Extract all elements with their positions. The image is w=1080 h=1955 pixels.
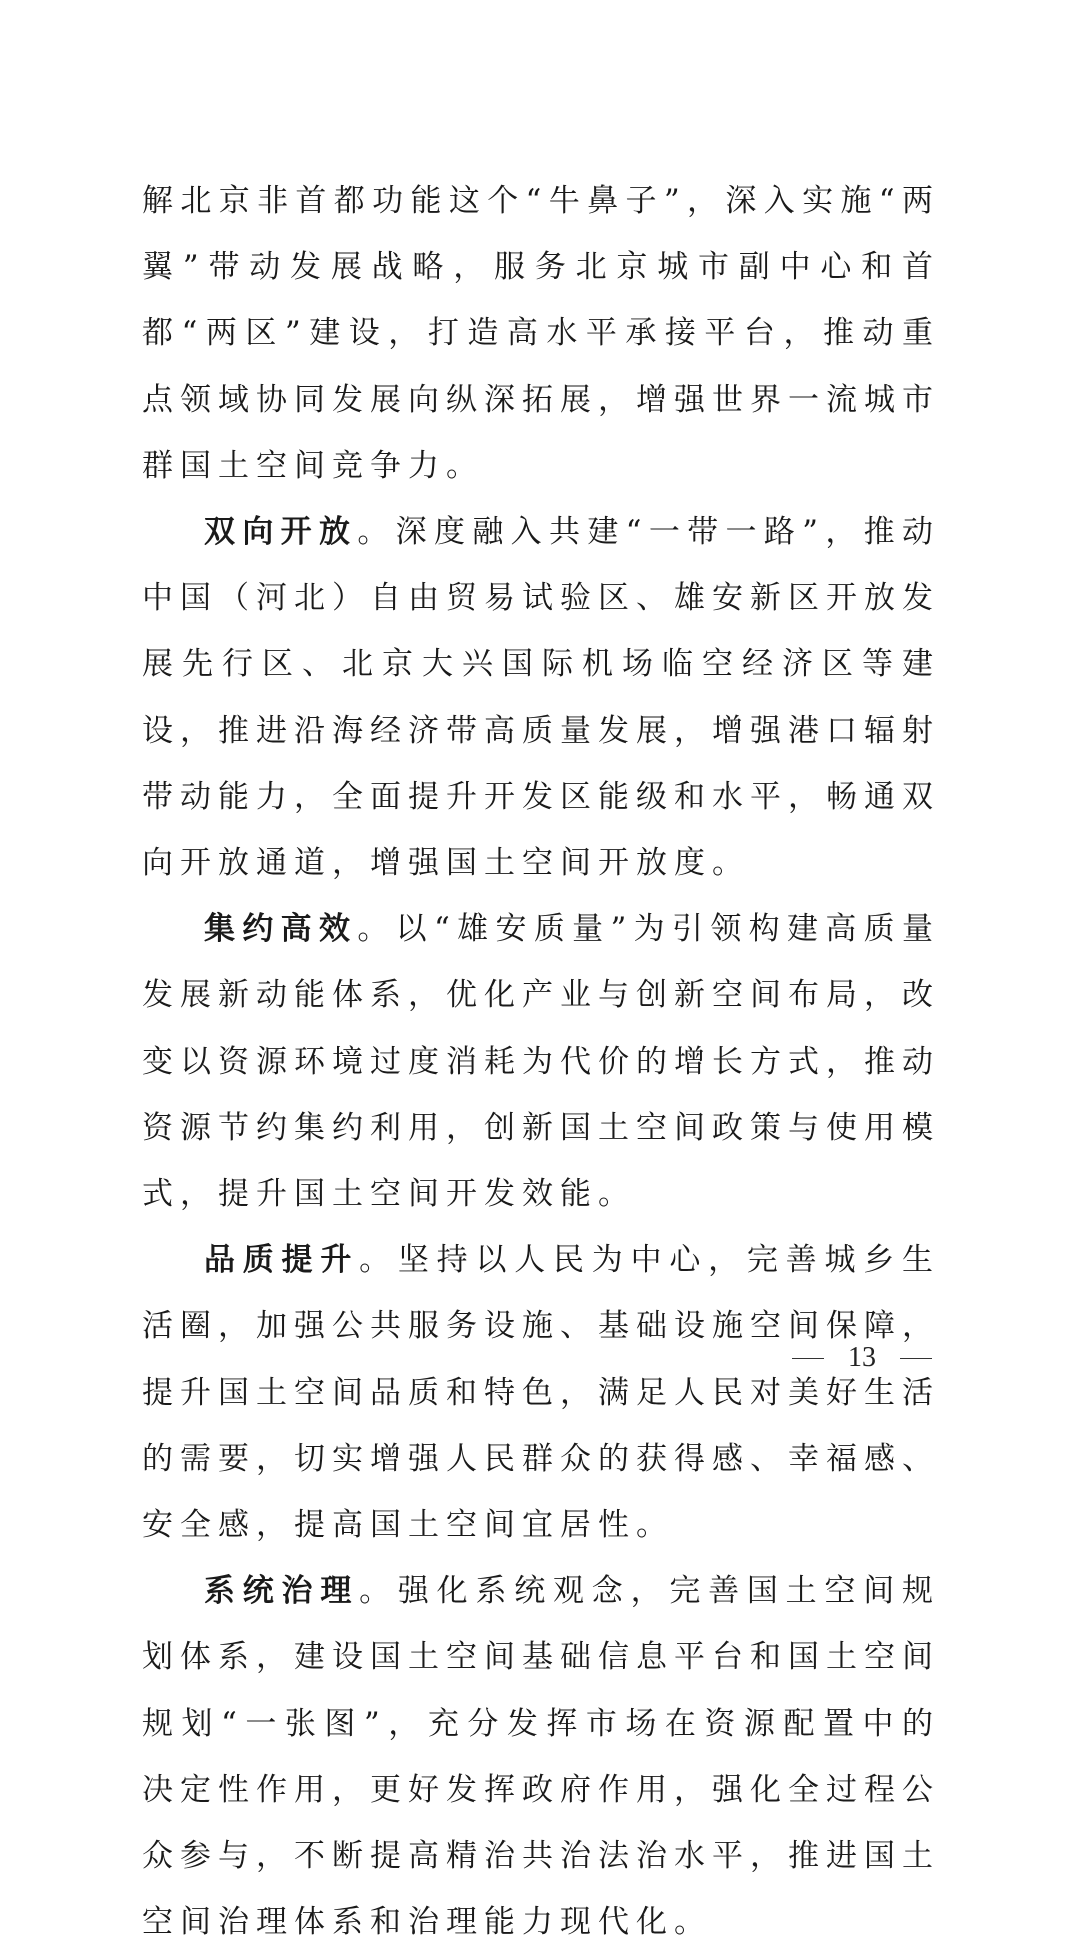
body-text [142,168,940,1955]
page-number [792,1342,932,1374]
paragraph-two-way-opening [142,499,940,896]
page-number-value: 13 [848,1342,876,1373]
paragraph-quality-improvement [142,1227,940,1558]
paragraph-intensive-efficient [142,896,940,1227]
page-number-dash-right [900,1358,932,1359]
page-number-dash-left [792,1358,824,1359]
paragraph-continuation [142,168,940,499]
paragraph-text: 解北京非首都功能这个“牛鼻子”，深入实施“两翼”带动发展战略，服务北京城市副中心和首都“两区”建设，打造高水平承接平台，推动重点领域协同发展向纵深拓展，增强世界一流城市群国土空间竞争力。 [142,183,940,484]
paragraph-text: 。坚持以人民为中心，完善城乡生活圈，加强公共服务设施、基础设施空间保障，提升国土空间品质和特色，满足人民对美好生活的需要，切实增强人民群众的获得感、幸福感、安全感，提高国土空间宜居性。 [142,1242,941,1544]
paragraph-systematic-governance [142,1558,940,1955]
paragraph-keyword: 系统治理 [204,1573,360,1610]
paragraph-text: 。强化系统观念，完善国土空间规划体系，建设国土空间基础信息平台和国土空间规划“一张图”，充分发挥市场在资源配置中的决定性作用，更好发挥政府作用，强化全过程公众参与，不断提高精治共治法治水平，推进国土空间治理体系和治理能力现代化。 [142,1573,941,1941]
paragraph-keyword: 双向开放 [204,514,358,551]
paragraph-text: 。以“雄安质量”为引领构建高质量发展新动能体系，优化产业与创新空间布局，改变以资源环境过度消耗为代价的增长方式，推动资源节约集约利用，创新国土空间政策与使用模式，提升国土空间开发效能。 [142,911,940,1213]
paragraph-keyword: 集约高效 [204,911,358,948]
paragraph-text: 。深度融入共建“一带一路”，推动中国（河北）自由贸易试验区、雄安新区开放发展先行区、北京大兴国际机场临空经济区等建设，推进沿海经济带高质量发展，增强港口辐射带动能力，全面提升开发区能级和水平，畅通双向开放通道，增强国土空间开放度。 [142,514,940,882]
paragraph-keyword: 品质提升 [204,1242,360,1279]
